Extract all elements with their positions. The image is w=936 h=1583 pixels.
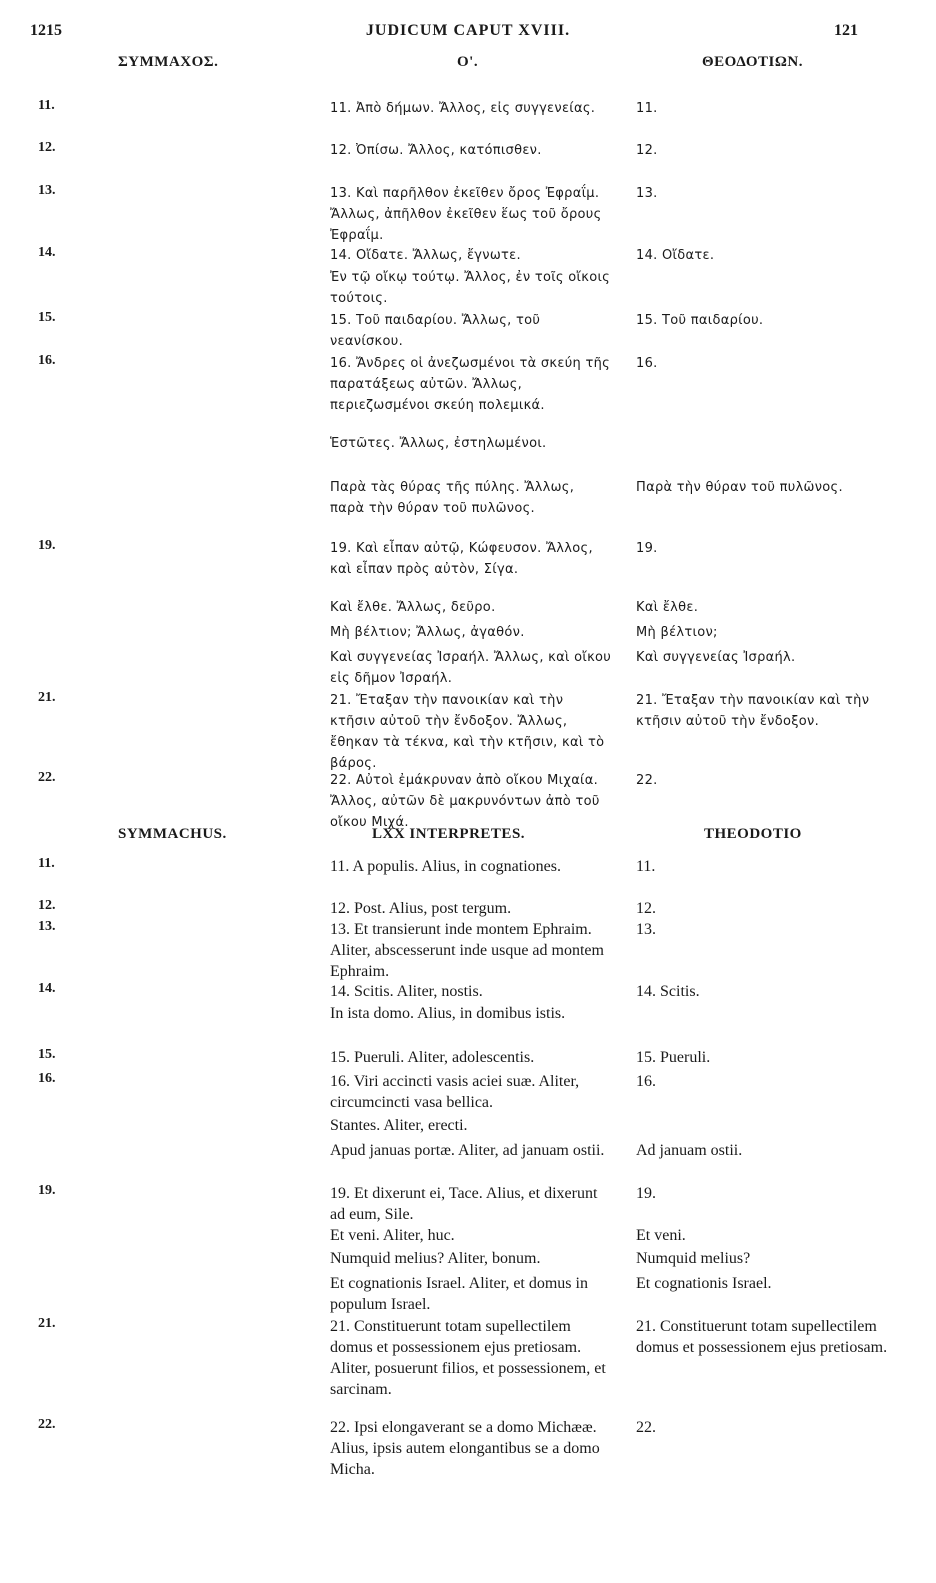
- theodotion-text: 14. Scitis.: [636, 983, 700, 1000]
- symmachus-verse-number: 13.: [38, 919, 56, 934]
- page-number-left: 1215: [30, 22, 62, 39]
- symmachus-verse-number: 21.: [38, 1316, 56, 1331]
- theodotion-text: Παρὰ τὴν θύραν τοῦ πυλῶνος.: [636, 480, 843, 495]
- theodotion-text: 16.: [636, 1073, 656, 1090]
- theodotion-text: 16.: [636, 356, 658, 371]
- symmachus-latin-heading: SYMMACHUS.: [118, 826, 227, 842]
- theodotion-text: 11.: [636, 858, 656, 875]
- theodotion-text: Καὶ ἔλθε.: [636, 600, 699, 615]
- symmachus-verse-number: 14.: [38, 981, 56, 996]
- septuagint-text: 19. Et dixerunt ei, Tace. Alius, et dixerunt ad eum, Sile.: [330, 1185, 598, 1223]
- septuagint-text: 21. Constituerunt totam supellectilem domus et possessionem ejus pretiosam. Aliter, posuerunt filios, et possessionem, et sarcinam.: [330, 1318, 606, 1398]
- theodotion-text: 13.: [636, 186, 658, 201]
- page-number-right: 121: [834, 22, 858, 39]
- theodotion-text: Καὶ συγγενείας Ἰσραήλ.: [636, 650, 796, 665]
- septuagint-text: Ἑστῶτες. Ἄλλως, ἐστηλωμένοι.: [330, 436, 547, 451]
- theodotion-text: 15. Τοῦ παιδαρίου.: [636, 313, 764, 328]
- septuagint-text: 15. Pueruli. Aliter, adolescentis.: [330, 1049, 535, 1066]
- septuagint-text: Numquid melius? Aliter, bonum.: [330, 1250, 541, 1267]
- septuagint-text: Καὶ ἔλθε. Ἄλλως, δεῦρο.: [330, 600, 496, 615]
- theodotion-text: 14. Οἴδατε.: [636, 248, 715, 263]
- theodotion-text: 19.: [636, 1185, 656, 1202]
- septuagint-text: Ἐν τῷ οἴκῳ τούτῳ. Ἄλλος, ἐν τοῖς οἴκοις τούτοις.: [330, 270, 611, 306]
- septuagint-text: 16. Ἄνδρες οἱ ἀνεζωσμένοι τὰ σκεύη τῆς παρατάξεως αὐτῶν. Ἄλλως, περιεζωσμένοι σκεύη πολεμικά.: [330, 356, 611, 413]
- septuagint-text: 19. Καὶ εἶπαν αὐτῷ, Κώφευσον. Ἄλλος, καὶ εἶπαν πρὸς αὐτὸν, Σίγα.: [330, 541, 593, 577]
- septuagint-text: 14. Scitis. Aliter, nostis.: [330, 983, 483, 1000]
- septuagint-text: Μὴ βέλτιον; Ἄλλως, ἀγαθόν.: [330, 625, 525, 640]
- septuagint-text: 21. Ἔταξαν τὴν πανοικίαν καὶ τὴν κτῆσιν αὐτοῦ τὴν ἔνδοξον. Ἄλλως, ἔθηκαν τὰ τέκνα, καὶ τὴν κτῆσιν, καὶ τὸ βάρος.: [330, 693, 605, 771]
- septuagint-text: Et veni. Aliter, huc.: [330, 1227, 455, 1244]
- septuagint-text: 12. Post. Alius, post tergum.: [330, 900, 512, 917]
- theodotion-text: 13.: [636, 921, 656, 938]
- septuagint-text: Παρὰ τὰς θύρας τῆς πύλης. Ἄλλως, παρὰ τὴν θύραν τοῦ πυλῶνος.: [330, 480, 575, 516]
- symmachus-verse-number: 15.: [38, 310, 56, 325]
- symmachus-verse-number: 16.: [38, 353, 56, 368]
- septuagint-text: Apud januas portæ. Aliter, ad januam ostii.: [330, 1142, 605, 1159]
- septuagint-text: Stantes. Aliter, erecti.: [330, 1117, 468, 1134]
- septuagint-text: 11. Ἀπὸ δήμων. Ἄλλος, εἰς συγγενείας.: [330, 101, 596, 116]
- theodotion-text: Ad januam ostii.: [636, 1142, 743, 1159]
- septuagint-text: 14. Οἴδατε. Ἄλλως, ἔγνωτε.: [330, 248, 521, 263]
- theodotion-text: 12.: [636, 900, 656, 917]
- symmachus-greek-heading: ΣΥΜΜΑΧΟΣ.: [118, 54, 219, 70]
- symmachus-verse-number: 11.: [38, 856, 55, 871]
- theodotion-text: Et cognationis Israel.: [636, 1275, 772, 1292]
- septuagint-text: Καὶ συγγενείας Ἰσραήλ. Ἄλλως, καὶ οἴκου εἰς δῆμον Ἰσραήλ.: [330, 650, 612, 686]
- running-title: JUDICUM CAPUT XVIII.: [365, 22, 571, 39]
- symmachus-verse-number: 11.: [38, 98, 55, 113]
- septuagint-text: 22. Ipsi elongaverant se a domo Michææ. Alius, ipsis autem elongantibus se a domo Micha.: [330, 1419, 600, 1478]
- septuagint-text: 13. Et transierunt inde montem Ephraim. Aliter, abscesserunt inde usque ad montem Ephraim.: [330, 921, 604, 980]
- theodotion-text: Numquid melius?: [636, 1250, 751, 1267]
- septuagint-text: Et cognationis Israel. Aliter, et domus in populum Israel.: [330, 1275, 588, 1313]
- symmachus-verse-number: 16.: [38, 1071, 56, 1086]
- theodotion-text: 12.: [636, 143, 658, 158]
- lxx-greek-heading: O'.: [457, 54, 479, 70]
- septuagint-text: 15. Τοῦ παιδαρίου. Ἄλλως, τοῦ νεανίσκου.: [330, 313, 541, 349]
- symmachus-verse-number: 15.: [38, 1047, 56, 1062]
- theodotion-text: 19.: [636, 541, 658, 556]
- theodotion-latin-heading: THEODOTIO: [704, 826, 802, 842]
- theodotion-text: Μὴ βέλτιον;: [636, 625, 718, 640]
- theodotion-text: 21. Constituerunt totam supellectilem domus et possessionem ejus pretiosam.: [636, 1318, 888, 1356]
- symmachus-verse-number: 19.: [38, 538, 56, 553]
- septuagint-text: 11. A populis. Alius, in cognationes.: [330, 858, 561, 875]
- symmachus-verse-number: 12.: [38, 898, 56, 913]
- symmachus-verse-number: 22.: [38, 770, 56, 785]
- symmachus-verse-number: 12.: [38, 140, 56, 155]
- theodotion-greek-heading: ΘΕΟΔΟΤΙΩΝ.: [702, 54, 803, 70]
- lxx-latin-heading: LXX INTERPRETES.: [372, 826, 526, 842]
- theodotion-text: 22.: [636, 1419, 656, 1436]
- symmachus-verse-number: 19.: [38, 1183, 56, 1198]
- symmachus-verse-number: 22.: [38, 1417, 56, 1432]
- septuagint-text: 22. Αὐτοὶ ἐμάκρυναν ἀπὸ οἴκου Μιχαία. Ἄλλος, αὐτῶν δὲ μακρυνόντων ἀπὸ τοῦ οἴκου Μιχά.: [330, 773, 600, 830]
- theodotion-text: 11.: [636, 101, 658, 116]
- septuagint-text: In ista domo. Alius, in domibus istis.: [330, 1005, 566, 1022]
- theodotion-text: 21. Ἔταξαν τὴν πανοικίαν καὶ τὴν κτῆσιν αὐτοῦ τὴν ἔνδοξον.: [636, 693, 870, 729]
- symmachus-verse-number: 13.: [38, 183, 56, 198]
- symmachus-verse-number: 14.: [38, 245, 56, 260]
- septuagint-text: 16. Viri accincti vasis aciei suæ. Aliter, circumcincti vasa bellica.: [330, 1073, 580, 1111]
- theodotion-text: Et veni.: [636, 1227, 686, 1244]
- septuagint-text: 12. Ὀπίσω. Ἄλλος, κατόπισθεν.: [330, 143, 542, 158]
- septuagint-text: 13. Καὶ παρῆλθον ἐκεῖθεν ὄρος Ἐφραΐμ. Ἄλλως, ἀπῆλθον ἐκεῖθεν ἕως τοῦ ὄρους Ἐφραΐμ.: [330, 186, 602, 243]
- theodotion-text: 15. Pueruli.: [636, 1049, 711, 1066]
- symmachus-verse-number: 21.: [38, 690, 56, 705]
- theodotion-text: 22.: [636, 773, 658, 788]
